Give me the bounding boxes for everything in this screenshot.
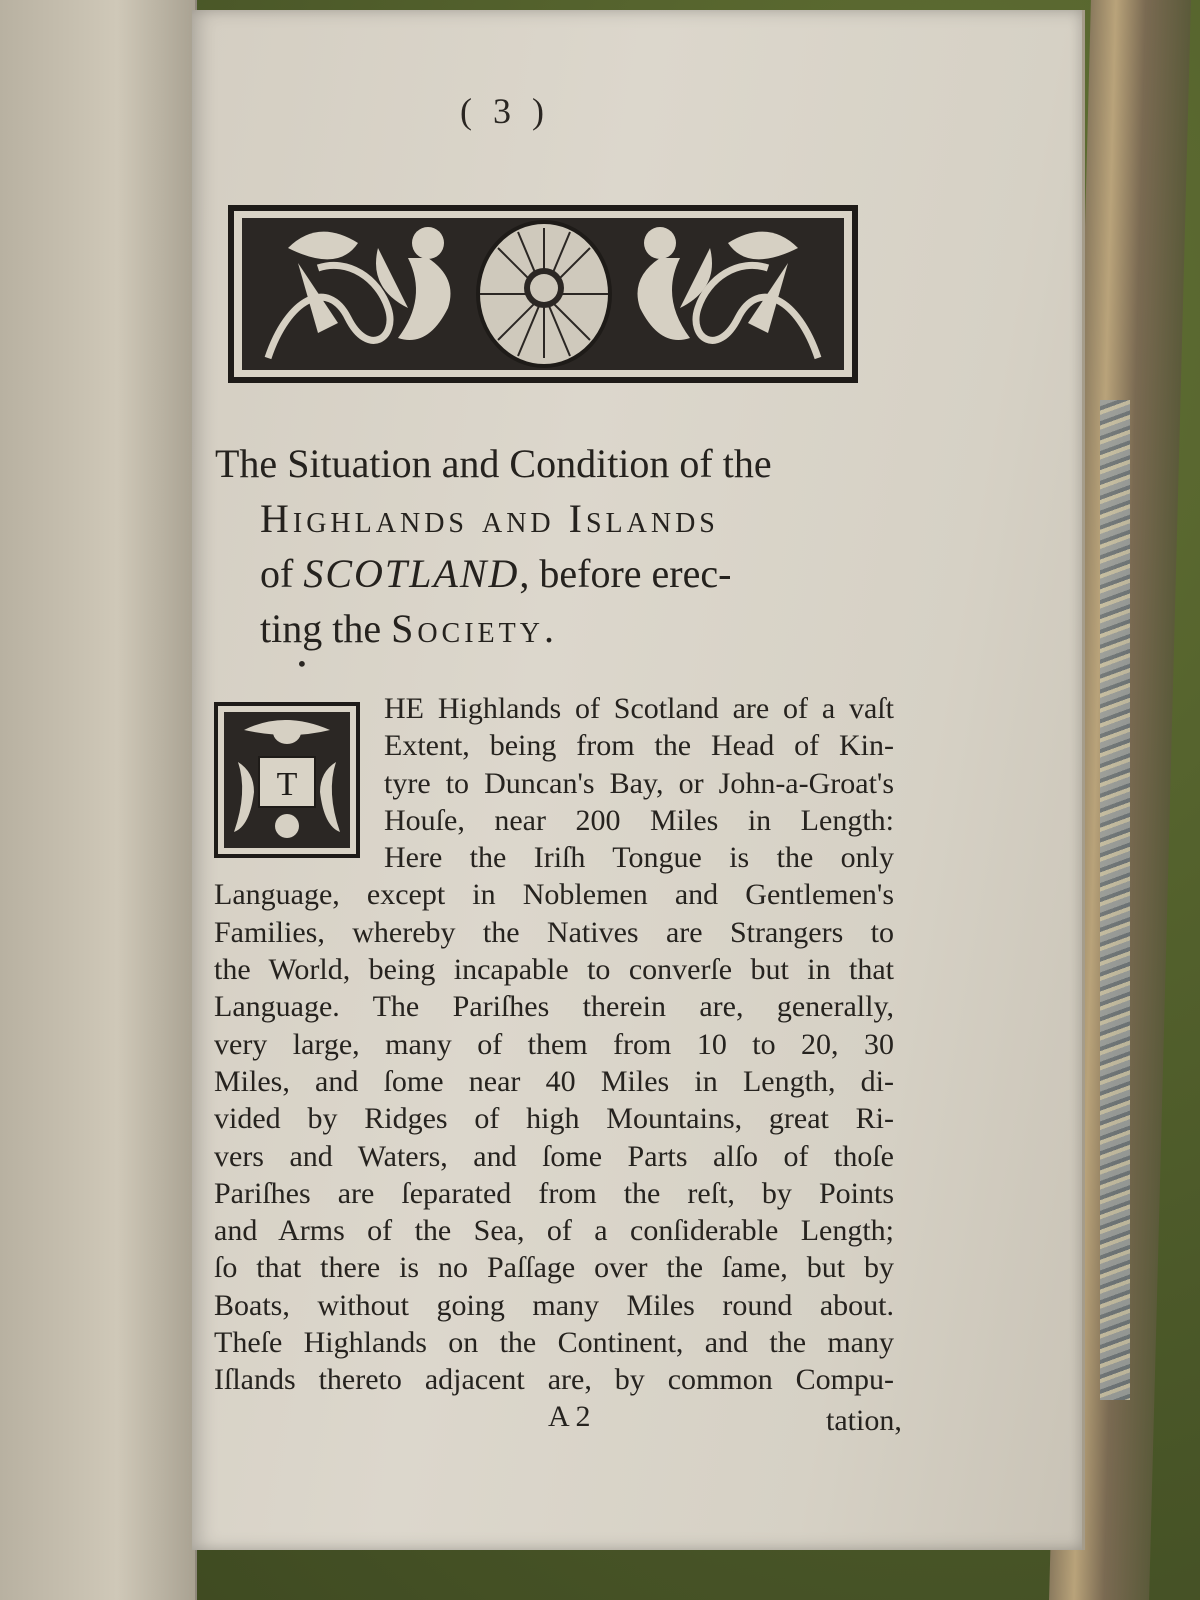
body-line-2: Extent, being from the Head of Kin-	[384, 729, 894, 763]
body-line-6: Language, except in Noblemen and Gentlemen's	[214, 878, 894, 912]
body-line-13: vers and Waters, and ſome Parts alſo of thoſe	[214, 1139, 894, 1173]
heading-line-1: The Situation and Condition of the	[215, 441, 772, 486]
marbled-endpaper	[1100, 400, 1130, 1400]
body-line-12: vided by Ridges of high Mountains, great Ri-	[214, 1102, 894, 1136]
body-line-7: Families, whereby the Natives are Strangers to	[214, 915, 894, 949]
catchword: tation,	[826, 1404, 902, 1437]
heading-line-3: of SCOTLAND, before erec-	[260, 551, 732, 596]
scotland-italic: SCOTLAND	[303, 551, 520, 596]
ornament-dot: •	[296, 652, 308, 676]
body-line-9: Language. The Pariſhes therein are, generally,	[214, 990, 894, 1024]
body-line-8: the World, being incapable to converſe but in that	[214, 953, 894, 987]
heading-line-4: ting the Society.	[260, 606, 554, 651]
body-line-1: HE Highlands of Scotland are of a vaſt	[384, 692, 894, 725]
page-number: ( 3 )	[460, 91, 550, 131]
body-line-17: Boats, without going many Miles round about.	[214, 1288, 894, 1322]
body-line-3: tyre to Duncan's Bay, or John-a-Groat's	[384, 766, 894, 800]
body-line-10: very large, many of them from 10 to 20, 30	[214, 1027, 894, 1061]
body-text	[214, 690, 894, 1399]
body-line-11: Miles, and ſome near 40 Miles in Length, di-	[214, 1064, 894, 1098]
body-line-14: Pariſhes are ſeparated from the reſt, by Points	[214, 1176, 894, 1210]
heading-line-2: Highlands and Islands	[260, 496, 719, 541]
body-line-19: Iſlands thereto adjacent are, by common Compu-	[214, 1363, 894, 1397]
signature-mark: A 2	[548, 1400, 591, 1433]
body-line-18: Theſe Highlands on the Continent, and the many	[214, 1326, 894, 1360]
body-line-15: and Arms of the Sea, of a conſiderable Length;	[214, 1214, 894, 1248]
chapter-heading	[210, 436, 890, 656]
woodcut-headpiece	[228, 188, 860, 384]
body-line-5: Here the Iriſh Tongue is the only	[384, 841, 894, 875]
facing-page	[0, 0, 197, 1600]
body-line-16: ſo that there is no Paſſage over the ſame, but by	[214, 1251, 894, 1285]
drop-cap-letter: T	[276, 766, 298, 803]
body-line-4: Houſe, near 200 Miles in Length:	[384, 803, 894, 837]
